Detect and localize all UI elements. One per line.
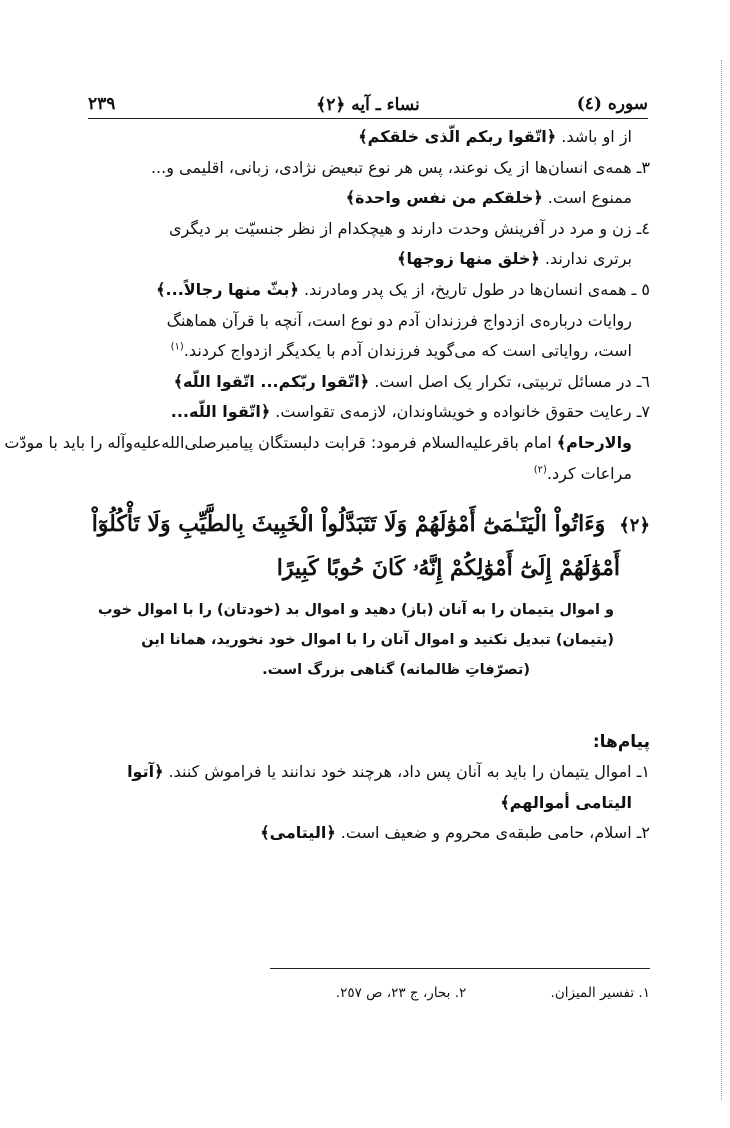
- translation-line-3: (تصرّفاتِ ظالمانه) گناهی بزرگ است.: [262, 662, 530, 679]
- verse-line-2: أَمْوَٰلَهُمْ إِلَىٰٓ أَمْوَٰلِكُمْ إِنَّهُۥ كَانَ حُوبًا كَبِيرًا: [276, 555, 620, 582]
- page-body: [4, 122, 650, 849]
- line-text: مراعات کرد.: [546, 463, 632, 483]
- quran-quote: ﴿بثّ منها رجالاً...﴾: [156, 279, 299, 299]
- translation-line-1: و اموال یتیمان را به آنان (باز) دهید و اموال بد (خودتان) را با اموال خوب: [97, 602, 614, 619]
- quran-quote: ﴿الیتامی﴾: [260, 823, 336, 843]
- line-text: برتری ندارند.: [539, 249, 632, 269]
- commentary-line: [4, 428, 650, 459]
- line-text: ٥ ـ همه‌ی انسان‌ها در طول تاریخ، از یک پدر ومادرند.: [298, 279, 650, 299]
- line-text: ١ـ اموال یتیمان را باید به آنان پس داد، هرچند خود ندانند یا فراموش کنند.: [163, 762, 650, 782]
- messages-list: [68, 757, 650, 849]
- page-edge-shadow: [719, 60, 722, 1100]
- verse-line-2-container: [68, 547, 650, 589]
- quran-quote: ﴿اتّقوا ربکم الّذی خلقکم﴾: [358, 127, 557, 146]
- commentary-line: [68, 122, 650, 153]
- commentary-line: [68, 153, 650, 184]
- commentary-line: [68, 275, 650, 306]
- footnotes: [268, 985, 650, 1001]
- footnote-ref: (١): [170, 341, 184, 353]
- line-text: ٦ـ در مسائل تربیتی، تکرار یک اصل است.: [369, 371, 650, 391]
- message-line: [68, 757, 650, 788]
- line-text: ٢ـ اسلام، حامی طبقه‌ی محروم و ضعیف است.: [335, 823, 650, 843]
- line-text: ٧ـ رعایت حقوق خانواده و خویشاوندان، لازمه‌ی تقواست.: [270, 402, 650, 422]
- quran-quote: ﴿خلق منها زوجها﴾: [397, 249, 540, 269]
- line-text: ٤ـ زن و مرد در آفرینش وحدت دارند و هیچکدام از نظر جنسیّت بر دیگری: [169, 218, 650, 238]
- quran-quote: ﴿اتّقوا ربّکم... اتّقوا اللّه﴾: [173, 371, 370, 391]
- commentary-line: [68, 367, 650, 398]
- footnote-1: ١. تفسیر المیزان.: [550, 985, 650, 1001]
- line-text-after: امام باقرعليه‌السلام فرمود: قرابت دلبستگان پیامبرصلى‌الله‌عليه‌وآله را باید با مودّت: [4, 432, 557, 452]
- quran-quote: الیتامی أموالهم﴾: [500, 792, 632, 812]
- message-line: [68, 818, 650, 849]
- commentary-line: [68, 244, 650, 275]
- line-text: روایات درباره‌ی ازدواج فرزندان آدم دو نوع است، آنچه با قرآن هماهنگ: [166, 310, 632, 330]
- verse-number: ﴿٢﴾: [619, 515, 650, 537]
- footnote-separator: [270, 968, 650, 969]
- quran-verse: [68, 503, 650, 547]
- messages-title: پیام‌ها:: [592, 732, 650, 753]
- commentary-line: [68, 459, 650, 490]
- footnote-ref: (٢): [533, 464, 547, 476]
- footnote-2: ٢. بحار، ج ٢٣، ص ٢٥٧.: [335, 985, 467, 1001]
- page-header: [88, 90, 648, 119]
- surah-name-verse: نساء ـ آیه ﴿٢﴾: [316, 95, 420, 115]
- line-text: است، روایاتی است که می‌گوید فرزندان آدم با یکدیگر ازدواج کردند.: [183, 341, 632, 361]
- line-text: ممنوع است.: [542, 188, 632, 208]
- commentary-line: [68, 214, 650, 245]
- quran-quote: والارحام﴾: [556, 432, 632, 452]
- commentary-lines: [4, 122, 650, 489]
- quran-quote: ﴿خلقکم من نفس واحدة﴾: [345, 188, 543, 208]
- translation-line-2: (یتیمان) تبدیل نکنید و اموال آنان را با اموال خود نخورید، همانا این: [141, 632, 614, 649]
- commentary-line: [68, 336, 650, 367]
- quran-quote: ﴿آتوا: [127, 762, 164, 782]
- page-number: ٢٣٩: [88, 94, 116, 114]
- commentary-line: [68, 306, 650, 337]
- line-text: از او باشد.: [556, 127, 632, 146]
- line-text: ٣ـ همه‌ی انسان‌ها از یک نوعند، پس هر نوع تبعیض نژادی، زبانی، اقلیمی و...: [150, 157, 650, 177]
- surah-label: سوره (٤): [576, 94, 648, 114]
- commentary-line: [68, 183, 650, 214]
- message-line: [68, 788, 650, 819]
- commentary-line: [68, 397, 650, 428]
- quran-quote: ﴿اتّقوا اللّه...: [170, 402, 271, 422]
- verse-line-1: وَءَاتُواْ الْيَتَـٰمَىٰٓ أَمْوَٰلَهُمْ وَلَا تَتَبَدَّلُواْ الْخَبِيثَ بِالطَّيِّبِ وَلَا تَأْكُلُوٓاْ: [91, 511, 606, 538]
